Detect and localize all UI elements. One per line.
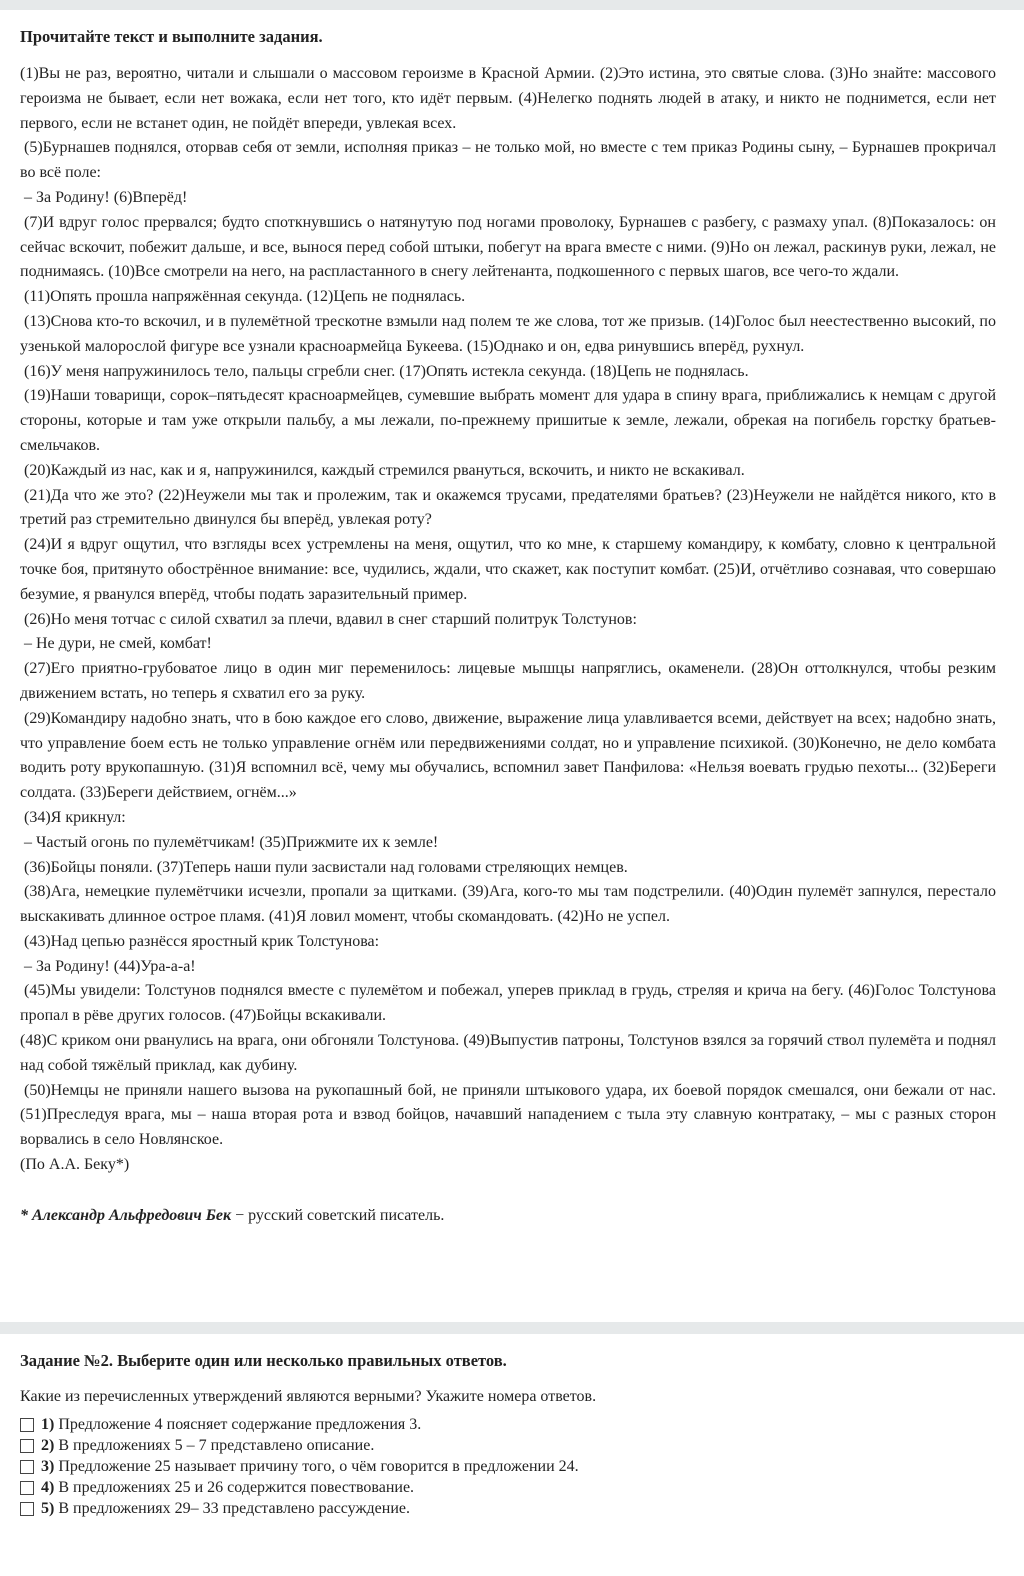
paragraph: (19)Наши товарищи, сорок–пятьдесят красноармейцев, сумевшие выбрать момент для удара в спину врага, приближались к немцам с другой стороны, которые и там уже открыли пальбу, а мы лежали, по-прежнему пришитые к земле, лежали, обрекая на погибель горстку братьев-смельчаков. (20, 387, 996, 454)
option-text: Предложение 4 поясняет содержание предложения 3. (58, 1415, 422, 1433)
option-text: Предложение 25 называет причину того, о чём говорится в предложении 24. (58, 1457, 579, 1475)
paragraph: (20)Каждый из нас, как и я, напружинился, каждый стремился рвануться, вскочить, и никто не вскакивал. (24, 461, 745, 479)
option-number: 5) (41, 1499, 55, 1517)
paragraph: (29)Командиру надобно знать, что в бою каждое его слово, движение, выражение лица улавливается всеми, действует на всех; надобно знать, что управление боем есть не только управление огнём или передвижениями солдат, но и управление психикой. (30)Конечно, не дело комбата водить роту врукопашную. (31)Я вспомнил всё, чему мы обучались, вспомнил завет Панфилова: «Нельзя воевать грудью пехоты... (32)Береги солдата. (33)Береги действием, огнём...» (20, 709, 996, 802)
paragraph: (16)У меня напружинилось тело, пальцы сгребли снег. (17)Опять истекла секунда. (18)Цепь не поднялась. (24, 362, 749, 380)
option-number: 3) (41, 1457, 55, 1475)
paragraph: (5)Бурнашев поднялся, оторвав себя от земли, исполняя приказ – не только мой, но вместе с тем приказ Родины сыну, – Бурнашев прокричал во всё поле: (20, 139, 996, 182)
footnote (20, 1204, 996, 1229)
dialogue-line: – За Родину! (6)Вперёд! (24, 188, 188, 206)
paragraph: (36)Бойцы поняли. (37)Теперь наши пули засвистали над головами стреляющих немцев. (24, 858, 628, 876)
checkbox[interactable] (20, 1502, 34, 1516)
checkbox[interactable] (20, 1481, 34, 1495)
task-question: Какие из перечисленных утверждений являются верными? Укажите номера ответов. (20, 1388, 597, 1405)
reading-heading: Прочитайте текст и выполните задания. (20, 27, 323, 46)
answer-option-2[interactable] (20, 1435, 996, 1456)
option-text: В предложениях 25 и 26 содержится повествование. (58, 1478, 415, 1496)
dialogue-line: – Частый огонь по пулемётчикам! (35)Прижмите их к земле! (24, 833, 439, 851)
checkbox[interactable] (20, 1439, 34, 1453)
option-number: 4) (41, 1478, 55, 1496)
paragraph: (21)Да что же это? (22)Неужели мы так и пролежим, так и окажемся трусами, предателями братьев? (23)Неужели не найдётся никого, кто в третий раз стремительно двинулся бы вперёд, увлекая роту? (20, 486, 996, 529)
dialogue-line: – Не дури, не смей, комбат! (24, 635, 212, 653)
paragraph: (50)Немцы не приняли нашего вызова на рукопашный бой, не приняли штыкового удара, их боевой порядок смешался, они бежали от нас. (51)Преследуя врага, мы – наша вторая рота и взвод бойцов, начавший нападением с тыла эту славную контратаку, – мы с разных сторон ворвались в село Новлянское. (20, 1081, 996, 1149)
text-body (20, 62, 996, 1153)
paragraph: (7)И вдруг голос прервался; будто споткнувшись о натянутую под ногами проволоку, Бурнашев с разбегу, с размаху упал. (8)Показалось: он сейчас вскочит, побежит дальше, и все, вынося перед собой штыки, побегут на врага вместе с ними. (9)Но он лежал, раскинув руки, лежал, не поднимаясь. (10)Все смотрели на него, на распластанного в снегу лейтенанта, подкошенного с первых шагов, все чего-то ждали. (20, 213, 996, 281)
checkbox[interactable] (20, 1460, 34, 1474)
options-list (20, 1414, 996, 1519)
paragraph: (1)Вы не раз, вероятно, читали и слышали о массовом героизме в Красной Армии. (2)Это истина, это святые слова. (3)Но знайте: массового героизма не бывает, если нет вожака, если нет того, кто идёт первым. (4)Нелегко поднять людей в атаку, и никто не поднимется, если нет первого, если не встанет один, не пойдёт впереди, увлекая всех. (20, 65, 996, 132)
dialogue-line: – За Родину! (44)Ура-а-а! (24, 957, 196, 975)
top-band (0, 0, 1024, 10)
answer-option-4[interactable] (20, 1477, 996, 1498)
footnote-author: * Александр Альфредович Бек (20, 1206, 232, 1224)
task-section (20, 1350, 996, 1519)
paragraph: (45)Мы увидели: Толстунов поднялся вместе с пулемётом и побежал, уперев приклад в грудь, стреляя и крича на бегу. (46)Голос Толстунова пропал в рёве других голосов. (47)Бойцы вскакивали. (20, 982, 996, 1025)
paragraph: (38)Ага, немецкие пулемётчики исчезли, пропали за щитками. (39)Ага, кого-то мы там подстрелили. (40)Один пулемёт запнулся, перестало выскакивать длинное острое пламя. (41)Я ловил момент, чтобы скомандовать. (42)Но не успел. (20, 883, 996, 926)
task-heading: Задание №2. Выберите один или несколько правильных ответов. (20, 1351, 507, 1370)
option-number: 2) (41, 1436, 55, 1454)
answer-option-5[interactable] (20, 1498, 996, 1519)
reading-section (20, 26, 996, 1229)
footnote-text: − русский советский писатель. (231, 1206, 445, 1224)
section-divider (0, 1322, 1024, 1334)
paragraph: (48)С криком они рванулись на врага, они обгоняли Толстунова. (49)Выпустив патроны, Толстунов взялся за горячий ствол пулемёта и поднял над собой тяжёлый приклад, как дубину. (20, 1032, 996, 1074)
paragraph: (34)Я крикнул: (24, 808, 126, 826)
paragraph: (27)Его приятно-грубоватое лицо в один миг переменилось: лицевые мышцы напряглись, окаменели. (28)Он оттолкнулся, чтобы резким движением встать, но теперь я схватил его за руку. (20, 660, 996, 702)
option-number: 1) (41, 1415, 55, 1433)
checkbox[interactable] (20, 1418, 34, 1432)
option-text: В предложениях 29– 33 представлено рассуждение. (58, 1499, 410, 1517)
answer-option-3[interactable] (20, 1456, 996, 1477)
option-text: В предложениях 5 – 7 представлено описание. (58, 1436, 375, 1454)
source-attribution: (По А.А. Беку*) (20, 1156, 130, 1174)
paragraph: (13)Снова кто-то вскочил, и в пулемётной трескотне взмыли над полем те же слова, тот же призыв. (14)Голос был неестественно высокий, по узенькой малорослой фигуре все узнали красноармейца Букеева. (15)Однако и он, едва ринувшись вперёд, рухнул. (20, 312, 996, 355)
paragraph: (11)Опять прошла напряжённая секунда. (12)Цепь не поднялась. (24, 288, 466, 306)
paragraph: (24)И я вдруг ощутил, что взгляды всех устремлены на меня, ощутил, что ко мне, к старшему командиру, к комбату, словно к центральной точке боя, притянуто обострённое внимание: все, чудились, ждали, что скажет, как поступит комбат. (25)И, отчётливо сознавая, что совершаю безумие, я рванулся вперёд, чтобы подать заразительный пример. (20, 536, 996, 603)
paragraph: (26)Но меня тотчас с силой схватил за плечи, вдавил в снег старший политрук Толстунов: (24, 610, 637, 628)
answer-option-1[interactable] (20, 1414, 996, 1435)
paragraph: (43)Над цепью разнёсся яростный крик Толстунова: (24, 932, 380, 950)
